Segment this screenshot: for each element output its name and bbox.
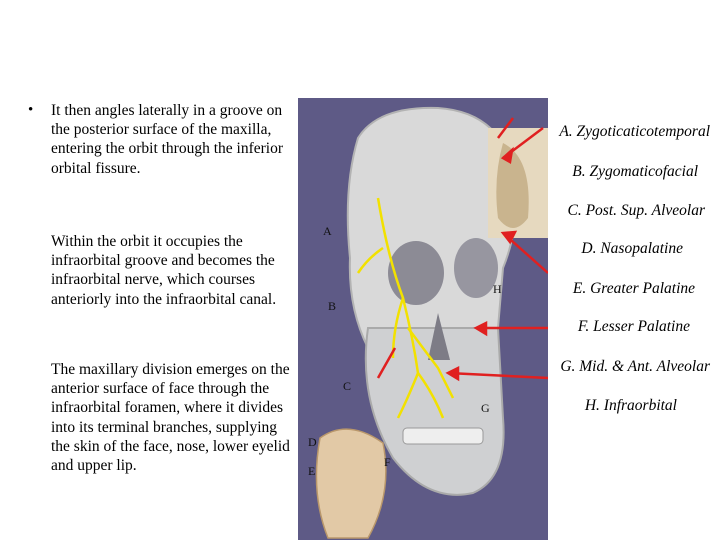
branch-label-f: F. Lesser Palatine bbox=[577, 318, 690, 335]
branch-label-h: H. Infraorbital bbox=[584, 397, 677, 414]
branch-label-b: B. Zygomaticofacial bbox=[572, 163, 698, 180]
paragraph-orbit: Within the orbit it occupies the infraorbital groove and becomes the infraorbital nerve, which courses anteriorly into the infraorbital canal. bbox=[51, 233, 277, 308]
bullet-marker: • bbox=[28, 102, 34, 118]
branch-label-c: C. Post. Sup. Alveolar bbox=[567, 202, 705, 219]
upper-teeth bbox=[403, 428, 483, 444]
marker-h: H bbox=[493, 282, 502, 296]
orbit-left bbox=[388, 241, 444, 305]
marker-a: A bbox=[323, 224, 332, 238]
marker-c: C bbox=[343, 379, 352, 393]
skull-base-inset bbox=[316, 429, 385, 538]
marker-f: F bbox=[384, 455, 391, 469]
branch-label-d: D. Nasopalatine bbox=[581, 240, 683, 257]
paragraph-groove: It then angles laterally in a groove on the posterior surface of the maxilla, entering the orbit through the inferior orbital fissure. bbox=[51, 102, 284, 177]
branch-label-g: G. Mid. & Ant. Alveolar bbox=[560, 358, 710, 375]
branch-label-a: A. Zygoticaticotemporal bbox=[559, 123, 710, 140]
branch-label-e: E. Greater Palatine bbox=[572, 280, 695, 297]
skull-nerve-figure bbox=[298, 98, 548, 540]
skull-illustration bbox=[298, 98, 548, 540]
paragraph-emergence: The maxillary division emerges on the anterior surface of face through the infraorbital foramen, where it divides into its terminal branches, supplying the skin of the face, nose, lower eyelid and upper lip. bbox=[51, 361, 290, 475]
orbit-right bbox=[454, 238, 498, 298]
marker-d: D bbox=[308, 435, 317, 449]
marker-e: E bbox=[308, 464, 316, 478]
marker-g: G bbox=[481, 401, 490, 415]
marker-b: B bbox=[328, 299, 337, 313]
